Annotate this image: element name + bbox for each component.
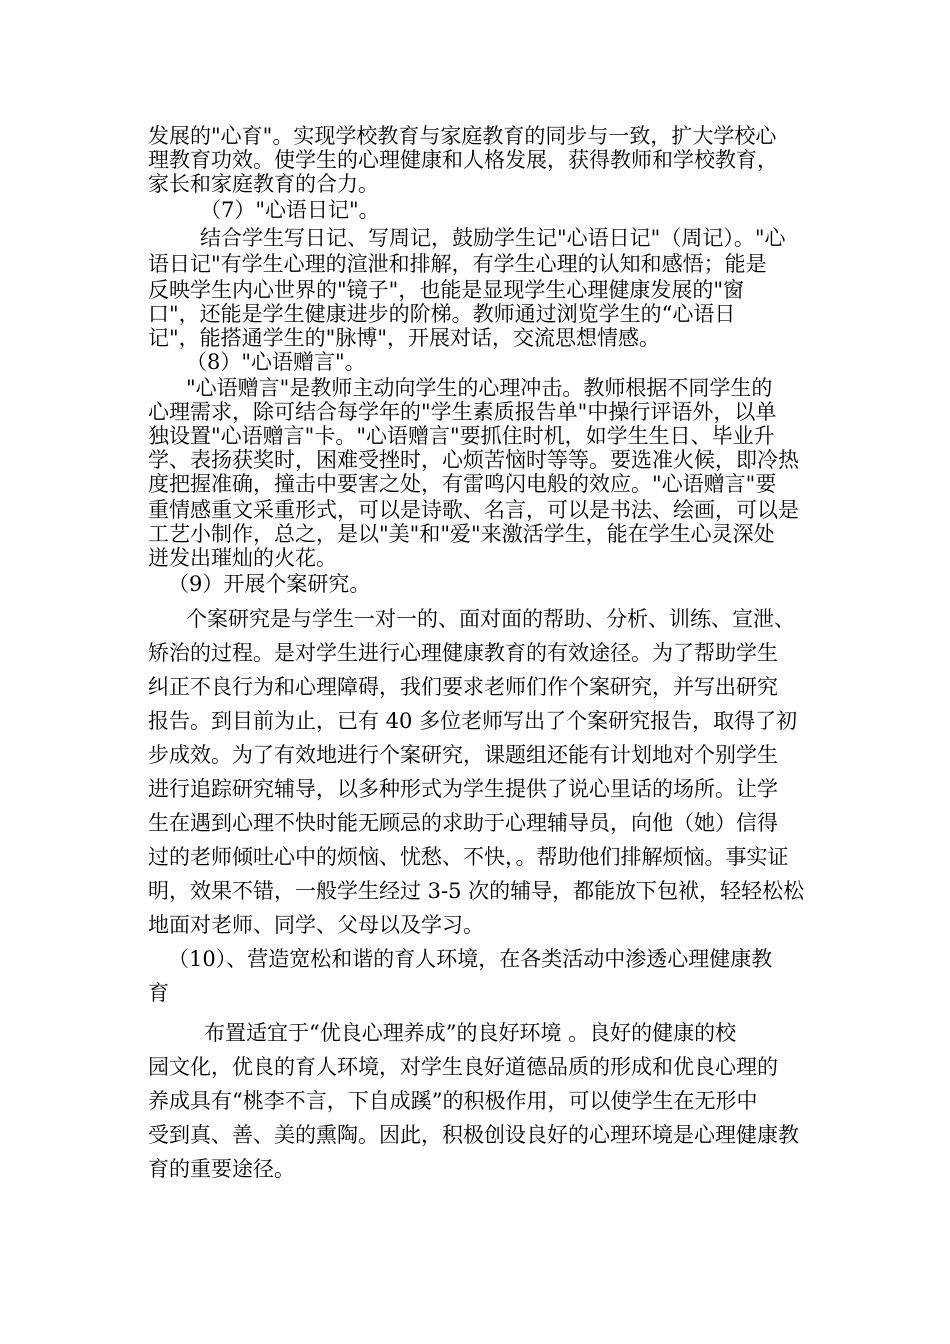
paragraph-line: 发展的"心育"。实现学校教育与家庭教育的同步与一致，扩大学校心: [148, 124, 777, 148]
paragraph-line: 语日记"有学生心理的渲泄和排解，有学生心理的认知和感悟；能是: [148, 252, 767, 276]
paragraph-line: 工艺小制作，总之，是以"美"和"爱"来激活学生，能在学生心灵深处: [148, 522, 775, 546]
paragraph-line: 育的重要途径。: [148, 1157, 295, 1181]
paragraph-line: 学、表扬获奖时，困难受挫时，心烦苦恼时等等。要选准火候，即冷热: [148, 448, 799, 472]
section-heading-10: （10）、营造宽松和谐的育人环境，在各类活动中渗透心理健康教: [168, 947, 773, 971]
paragraph-line: 记"，能搭通学生的"脉博"，开展对话，交流思想情感。: [148, 326, 660, 350]
paragraph-line: 过的老师倾吐心中的烦恼、忧愁、不快，。帮助他们排解烦恼。事实证: [148, 845, 789, 869]
paragraph-line: 养成具有“桃李不言，下自成蹊”的积极作用，可以使学生在无形中: [148, 1089, 758, 1113]
paragraph-line: 园文化，优良的育人环境，对学生良好道德品质的形成和优良心理的: [148, 1055, 778, 1079]
paragraph-line: 进行追踪研究辅导，以多种形式为学生提供了说心里话的场所。让学: [148, 777, 778, 801]
paragraph-line: 口"，还能是学生健康进步的阶梯。教师通过浏览学生的“心语日: [148, 302, 736, 326]
paragraph-line: 地面对老师、同学、父母以及学习。: [148, 913, 484, 937]
paragraph-line: 受到真、善、美的熏陶。因此，积极创设良好的心理环境是心理健康教: [148, 1123, 799, 1147]
section-heading-8: （8）"心语赠言"。: [186, 350, 366, 374]
section-heading-7: （7）"心语日记"。: [200, 198, 380, 222]
paragraph-line: 生在遇到心理不快时能无顾忌的求助于心理辅导员，向他（她）信得: [148, 811, 778, 835]
paragraph-line: 家长和家庭教育的合力。: [148, 172, 379, 196]
paragraph-line: 重情感重文采重形式，可以是诗歌、名言，可以是书法、绘画，可以是: [148, 498, 799, 522]
paragraph-line: 明，效果不错，一般学生经过 3-5 次的辅导，都能放下包袱，轻轻松松: [148, 879, 805, 903]
paragraph-line: 布置适宜于“优良心理养成”的良好环境 。良好的健康的校: [204, 1021, 737, 1045]
section-heading-9: （9）开展个案研究。: [168, 572, 371, 596]
paragraph-line: "心语赠言"是教师主动向学生的心理冲击。教师根据不同学生的: [186, 376, 773, 400]
paragraph-line: 纠正不良行为和心理障碍，我们要求老师们作个案研究，并写出研究: [148, 675, 778, 699]
paragraph-line: 个案研究是与学生一对一的、面对面的帮助、分析、训练、宣泄、: [186, 607, 795, 631]
paragraph-line: 理教育功效。使学生的心理健康和人格发展，获得教师和学校教育，: [148, 148, 778, 172]
paragraph-line: 结合学生写日记、写周记，鼓励学生记"心语日记"（周记）。"心: [200, 226, 786, 250]
paragraph-line: 独设置"心语赠言"卡。"心语赠言"要抓住时机，如学生生日、毕业升: [148, 424, 775, 448]
paragraph-line: 度把握准确，撞击中要害之处，有雷鸣闪电般的效应。"心语赠言"要: [148, 472, 777, 496]
section-heading-10-cont: 育: [148, 981, 169, 1005]
paragraph-line: 心理需求，除可结合每学年的"学生素质报告单"中操行评语外，以单: [148, 400, 777, 424]
paragraph-line: 反映学生内心世界的"镜子"，也能是显现学生心理健康发展的"窗: [148, 278, 744, 302]
paragraph-line: 矫治的过程。是对学生进行心理健康教育的有效途径。为了帮助学生: [148, 641, 778, 665]
paragraph-line: 报告。到目前为止，已有 40 多位老师写出了个案研究报告，取得了初: [148, 709, 798, 733]
paragraph-line: 迸发出璀灿的火花。: [148, 546, 337, 570]
paragraph-line: 步成效。为了有效地进行个案研究，课题组还能有计划地对个别学生: [148, 743, 778, 767]
